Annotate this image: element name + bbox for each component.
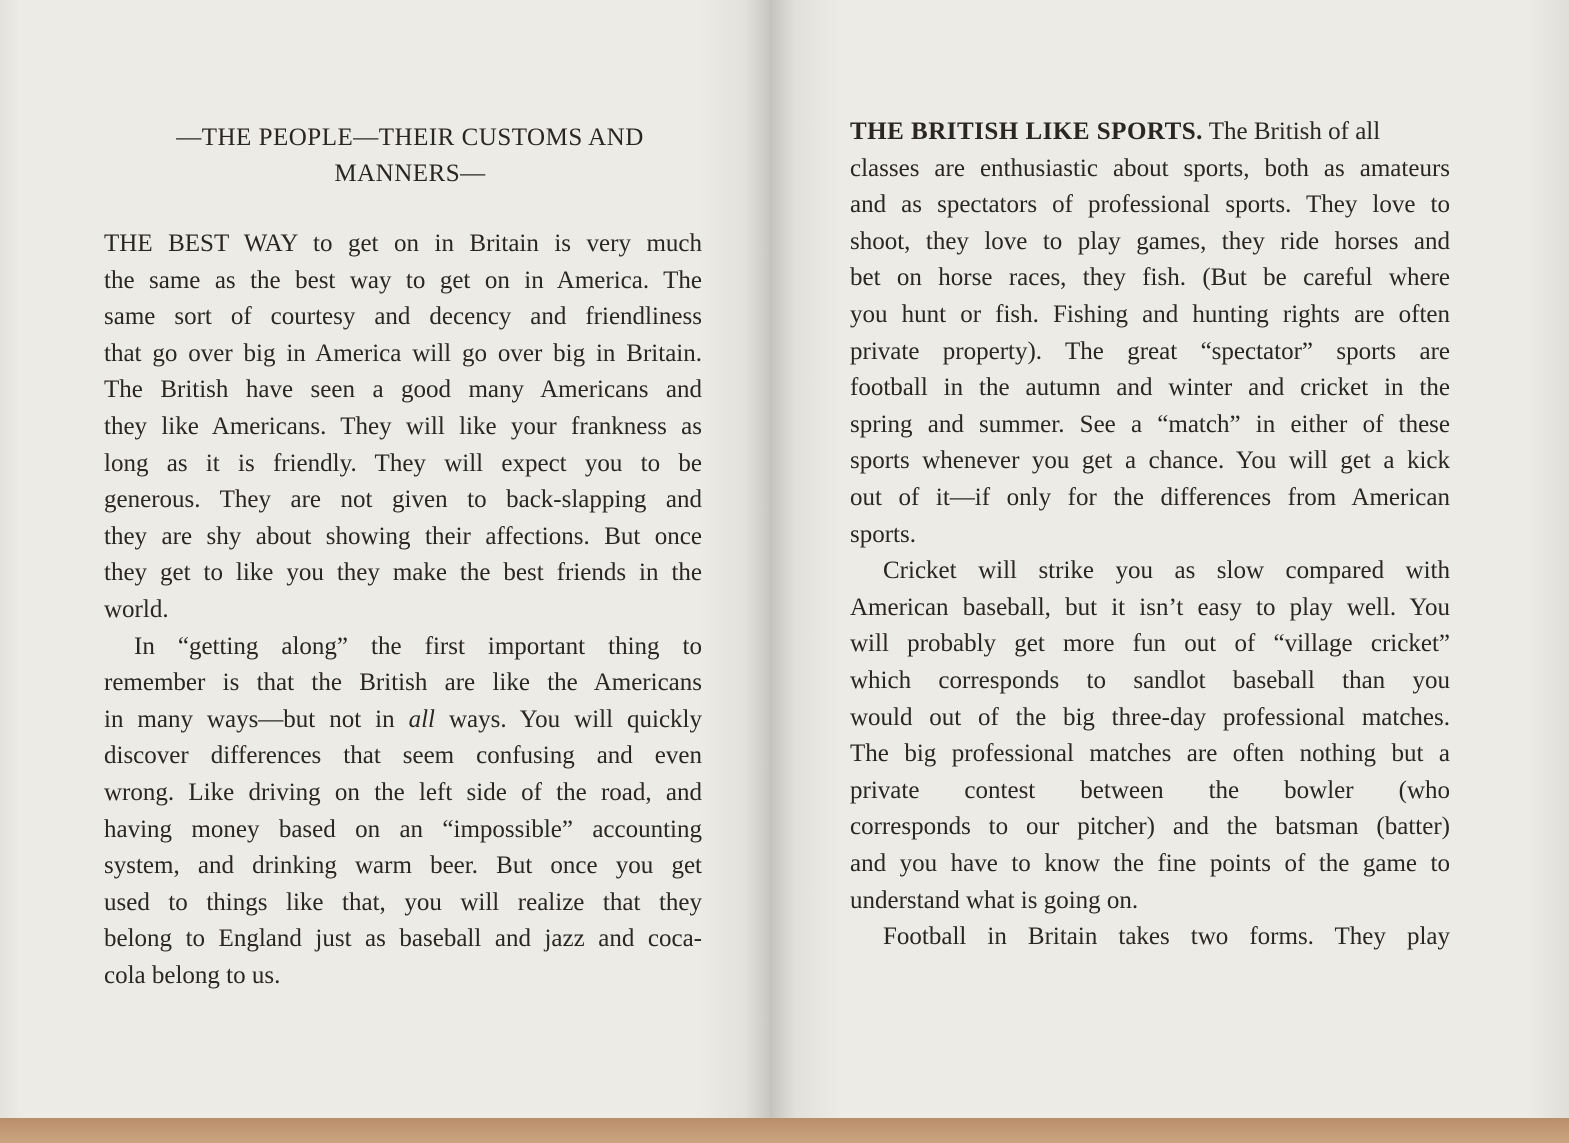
chapter-heading — [130, 120, 690, 192]
text-line: spring and summer. See a “match” in either of these — [850, 410, 1450, 438]
text-line: they are shy about showing their affections. But once — [104, 522, 702, 550]
text-line: THE BEST WAY to get on in Britain is very much — [104, 230, 702, 257]
text-line: which corresponds to sandlot baseball than you — [850, 667, 1450, 694]
text-line: private property). The great “spectator” sports are — [850, 337, 1450, 365]
text-line: private contest between the bowler (who — [850, 776, 1450, 804]
chapter-heading-line-2: MANNERS— — [334, 160, 486, 187]
text-line: they like Americans. They will like your frankness as — [104, 413, 702, 440]
text-line: cola belong to us. — [104, 962, 281, 989]
text-line: used to things like that, you will realize that they — [104, 888, 702, 916]
text-line: belong to England just as baseball and jazz and coca- — [104, 925, 702, 953]
text-line: and you have to know the fine points of the game to — [850, 850, 1450, 877]
text-line: understand what is going on. — [850, 886, 1139, 914]
text-line: having money based on an “impossible” accounting — [104, 815, 702, 843]
text-line: they get to like you they make the best friends in the — [104, 559, 702, 587]
text-line: American baseball, but it isn’t easy to play well. You — [850, 593, 1450, 621]
text-line: shoot, they love to play games, they ride horses and — [850, 227, 1450, 255]
emphasis-text: all — [408, 705, 435, 733]
text-line: corresponds to our pitcher) and the batsman (batter) — [850, 813, 1450, 841]
text-line: you hunt or fish. Fishing and hunting rights are often — [850, 301, 1450, 328]
text-line — [850, 117, 1450, 147]
text-line: remember is that the British are like the Americans — [104, 669, 702, 697]
text-line — [104, 705, 702, 735]
text-line: will probably get more fun out of “village cricket” — [850, 630, 1450, 658]
text-line: and as spectators of professional sports. They love to — [850, 191, 1450, 219]
text-line: In “getting along” the first important thing to — [134, 632, 702, 660]
text-line: classes are enthusiastic about sports, both as amateurs — [850, 154, 1450, 182]
text-line: bet on horse races, they fish. (But be careful where — [850, 264, 1450, 292]
text-line: would out of the big three-day professional matches. — [850, 703, 1450, 731]
text-line: The British have seen a good many Americans and — [104, 376, 702, 404]
text-line: Cricket will strike you as slow compared with — [883, 557, 1450, 585]
right-page — [770, 0, 1569, 1118]
text-line: long as it is friendly. They will expect you to be — [104, 449, 702, 477]
line-text: ways. You will quickly — [434, 705, 702, 733]
text-line: out of it—if only for the differences from American — [850, 484, 1450, 511]
text-line: generous. They are not given to back-slapping and — [104, 486, 702, 514]
text-line: football in the autumn and winter and cricket in the — [850, 374, 1450, 402]
text-line: discover differences that seem confusing and even — [104, 742, 702, 770]
line-text: in many ways—but not in — [104, 705, 409, 733]
text-line: sports whenever you get a chance. You will get a kick — [850, 447, 1450, 475]
text-line: sports. — [850, 520, 916, 548]
section-run-in-heading: THE BRITISH LIKE SPORTS. — [850, 118, 1203, 145]
chapter-heading-line-1: —THE PEOPLE—THEIR CUSTOMS AND — [176, 124, 644, 151]
text-line: the same as the best way to get on in America. The — [104, 266, 702, 294]
text-line: same sort of courtesy and decency and friendliness — [104, 303, 702, 331]
text-line: wrong. Like driving on the left side of the road, and — [104, 779, 702, 806]
text-line: that go over big in America will go over big in Britain. — [104, 339, 702, 367]
left-page — [0, 0, 770, 1118]
text-line: Football in Britain takes two forms. They play — [883, 923, 1450, 951]
text-line: The big professional matches are often nothing but a — [850, 740, 1450, 768]
text-line: system, and drinking warm beer. But once you get — [104, 852, 702, 880]
line-text: The British of all — [1202, 118, 1381, 145]
page-edge — [0, 1118, 1569, 1143]
text-line: world. — [104, 596, 169, 623]
